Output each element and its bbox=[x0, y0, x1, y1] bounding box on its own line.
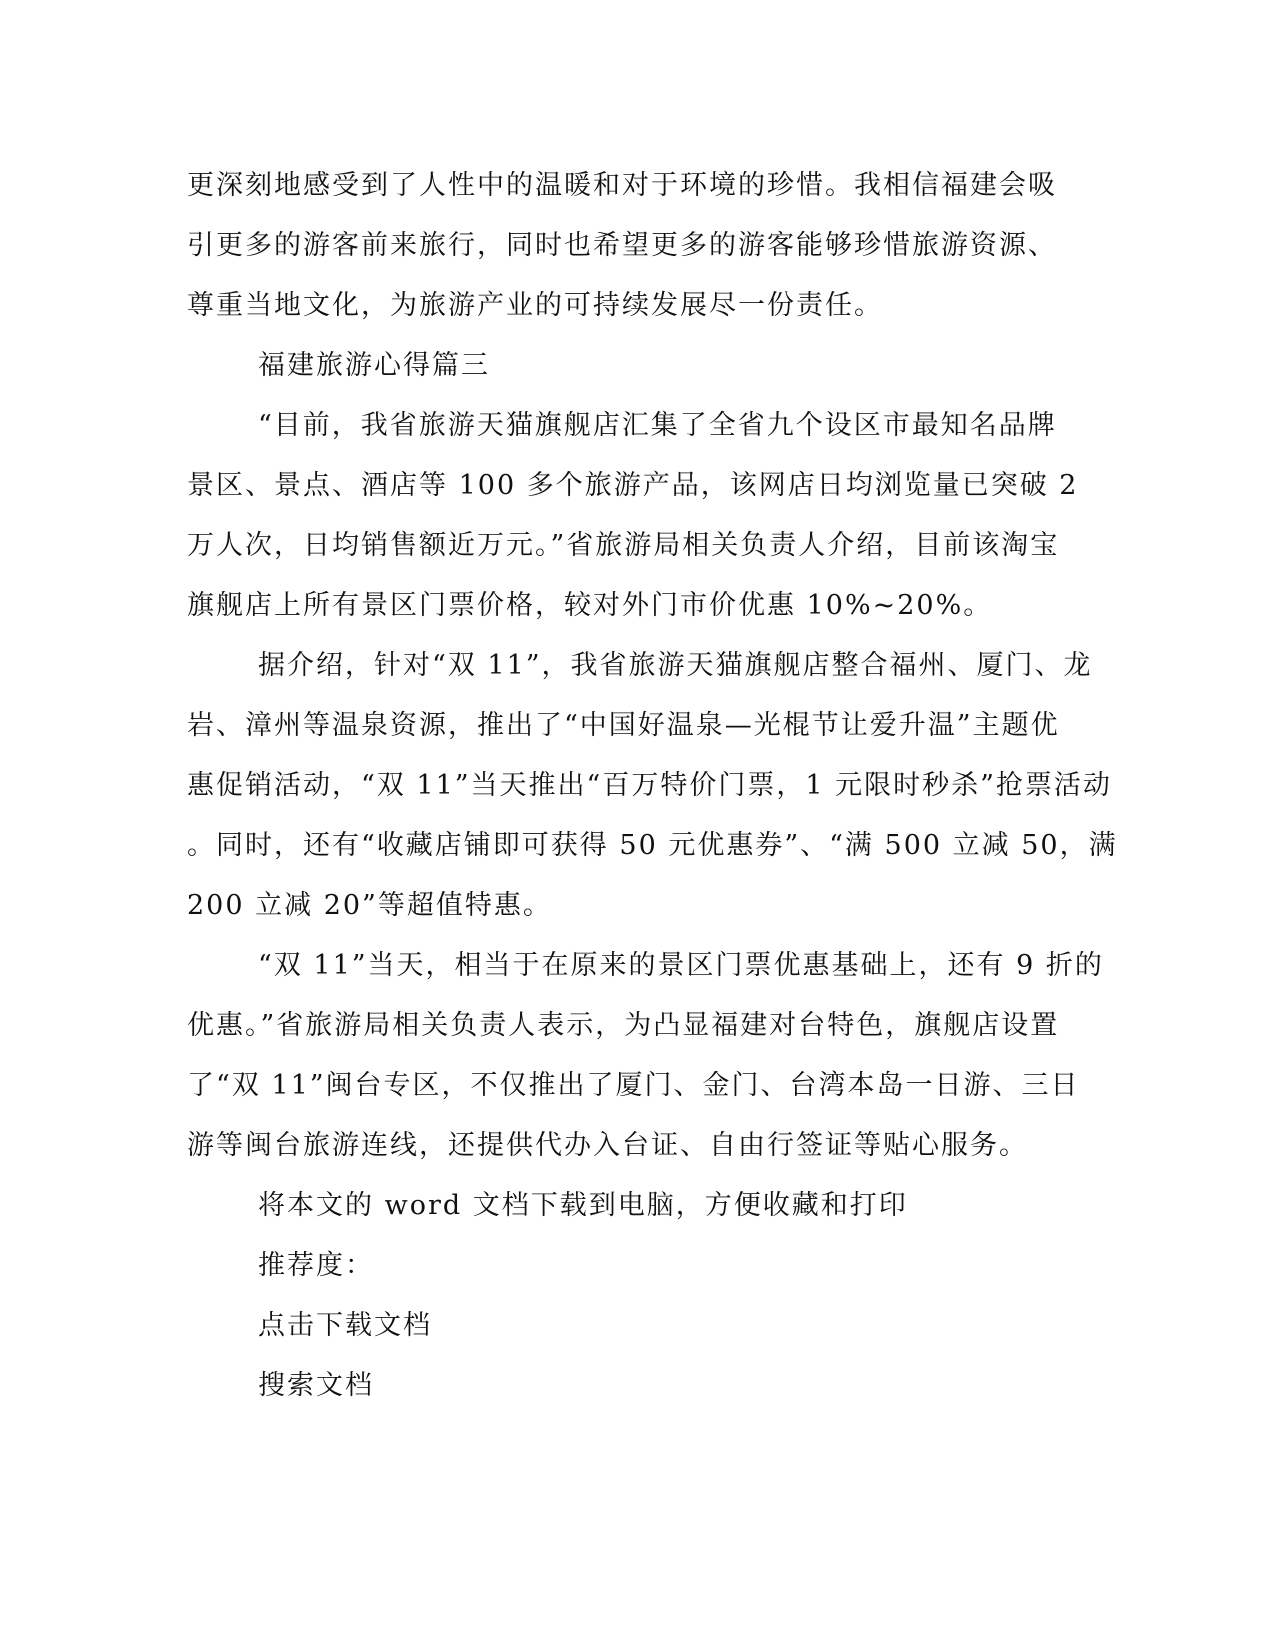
paragraph-line: 尊重当地文化，为旅游产业的可持续发展尽一份责任。 bbox=[187, 290, 883, 321]
paragraph-line: 更深刻地感受到了人性中的温暖和对于环境的珍惜。我相信福建会吸 bbox=[187, 170, 1057, 201]
paragraph-line: 万人次，日均销售额近万元。”省旅游局相关负责人介绍，目前该淘宝 bbox=[187, 530, 1060, 561]
paragraph-line: 惠促销活动，“双 11”当天推出“百万特价门票，1 元限时秒杀”抢票活动 bbox=[187, 770, 1112, 801]
paragraph-line: 旗舰店上所有景区门票价格，较对外门市价优惠 10%~20%。 bbox=[187, 590, 993, 621]
search-document-link[interactable]: 搜索文档 bbox=[258, 1370, 374, 1401]
paragraph-line: 景区、景点、酒店等 100 多个旅游产品，该网店日均浏览量已突破 2 bbox=[187, 470, 1079, 501]
paragraph-line: 优惠。”省旅游局相关负责人表示，为凸显福建对台特色，旗舰店设置 bbox=[187, 1010, 1060, 1041]
paragraph-line: “目前，我省旅游天猫旗舰店汇集了全省九个设区市最知名品牌 bbox=[258, 410, 1057, 441]
paragraph-line: 200 立减 20”等超值特惠。 bbox=[187, 890, 552, 921]
paragraph-line: 了“双 11”闽台专区，不仅推出了厦门、金门、台湾本岛一日游、三日 bbox=[187, 1070, 1080, 1101]
section-heading: 福建旅游心得篇三 bbox=[258, 350, 490, 381]
paragraph-line: 游等闽台旅游连线，还提供代办入台证、自由行签证等贴心服务。 bbox=[187, 1130, 1028, 1161]
paragraph-line: 。同时，还有“收藏店铺即可获得 50 元优惠券”、“满 500 立减 50，满 bbox=[187, 830, 1118, 861]
download-note: 将本文的 word 文档下载到电脑，方便收藏和打印 bbox=[258, 1190, 908, 1221]
paragraph-line: 岩、漳州等温泉资源，推出了“中国好温泉—光棍节让爱升温”主题优 bbox=[187, 710, 1060, 741]
paragraph-line: “双 11”当天，相当于在原来的景区门票优惠基础上，还有 9 折的 bbox=[258, 950, 1104, 981]
paragraph-line: 引更多的游客前来旅行，同时也希望更多的游客能够珍惜旅游资源、 bbox=[187, 230, 1057, 261]
rating-label: 推荐度： bbox=[258, 1250, 374, 1281]
download-document-link[interactable]: 点击下载文档 bbox=[258, 1310, 432, 1341]
paragraph-line: 据介绍，针对“双 11”，我省旅游天猫旗舰店整合福州、厦门、龙 bbox=[258, 650, 1093, 681]
